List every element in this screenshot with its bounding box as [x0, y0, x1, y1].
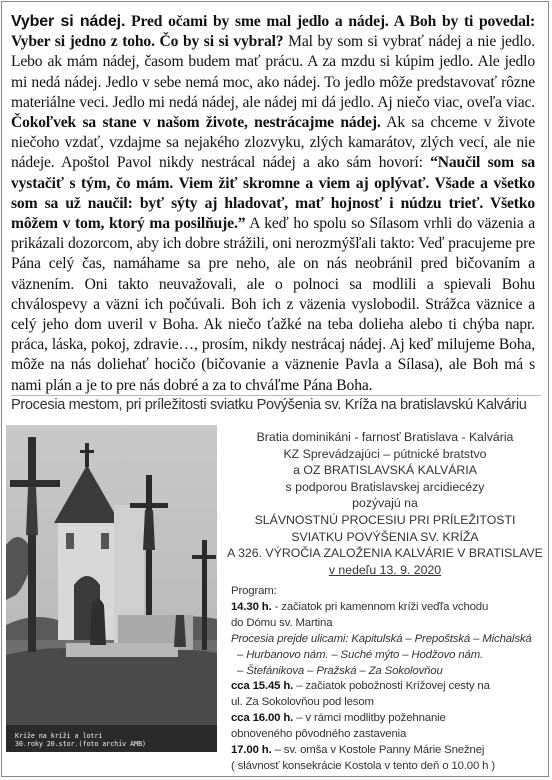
procession-caption: Procesia mestom, pri príležitosti sviatku Povýšenia sv. Kríža na bratislavskú Kalváriu	[11, 395, 541, 419]
program-text-2-cont: ul. Za Sokolovňou pod lesom	[231, 696, 374, 709]
route-line-3	[231, 664, 547, 680]
program-time-3: cca 16.00 h.	[231, 712, 294, 725]
program-item-4	[231, 743, 547, 759]
article-thesis-bold: Čokoľvek sa stane v našom živote, nestrácajme nádej.	[11, 114, 381, 132]
program-title: Program:	[231, 585, 277, 597]
invite-line-5: pozývajú na	[352, 496, 418, 511]
program-text-3-cont: obnoveného pôvodného zastavenia	[231, 728, 407, 741]
article-intro-bold: Pred očami by sme mal jedlo a nádej. A Boh by ti povedal: Vyber si jedno z toho. Čo by si si vybral?	[11, 13, 535, 51]
route-line-2-text: – Hurbanovo nám. – Suché mýto – Hodžovo nám.	[237, 648, 484, 661]
program-time-4: 17.00 h.	[231, 744, 272, 757]
program-text-2: – začiatok pobožnosti Krížovej cesty na	[296, 680, 490, 693]
article-paragraph-3: A keď ho spolu so Sílasom vrhli do väzenia a prikázali dozorcom, aby ich dobre strážili, oni nerozmýšľali takto: Veď pracujeme pre Pána celý čas, namáhame sa pre neho, ale on nás neobránil pred bičovaním a väznením. Oni takto neuvažovali, ale o polnoci sa modlili a spievali Bohu chválospevy a väzni ich počúvali. Boh ich z väzenia vyslobodil. Strážca väznice a celý jeho dom uveril v Boha. Ak niečo ťažké na teba dolieha alebo ti chýba napr. práca, láska, pokoj, zdravie…, prosím, nikdy nestrácaj nádej. Aj keď milujeme Boha, môže na nás doliehať hocičo (bičovanie a väznenie Pavla a Sílasa), ale Boh má s nami plán a je to pre nás dobré a za to chváľme Pána Boha.	[11, 215, 535, 394]
invite-line-4: s podporou Bratislavskej arcidiecézy	[285, 479, 485, 494]
program-block	[231, 584, 547, 775]
invitation-block	[223, 429, 547, 578]
article-paragraph-1: Mal by som si vybrať nádej a nie jedlo. Lebo ak mám nádej, časom budem mať prácu. A za mzdu si kúpim jedlo. Ale jedlo mi nedá nádej. Jedlo v sebe nemá moc, ako nádej. To jedlo môže predstavovať rôzne materiálne veci. Jedlo mi nedá nádej, ale nádej mi dá jedlo. Aj niečo viac, oveľa viac.	[11, 33, 535, 111]
program-text-1-cont: do Dómu sv. Martina	[231, 616, 333, 629]
route-line-2	[231, 648, 547, 664]
photo-caption-line-1: Kríže na kríži a lotri	[15, 732, 103, 740]
article-paragraph-2: Ak sa chceme v živote niečoho vzdať, vzdajme sa nejakého zlozvyku, zlých kamarátov, zlých vecí, ale nie nádeje. Apoštol Pavol nikdy nestrácal nádej a ako sám hovorí:	[11, 114, 535, 172]
article-quote: “Naučil som sa vystačiť s tým, čo mám. Viem žiť skromne a viem aj oplývať. Všade a všetko som sa už naučil: byť sýty aj hladovať, mať hojnosť i núdzu trieť. Všetko môžem v tom, ktorý ma posilňuje.”	[11, 154, 535, 233]
calvary-photo-drawing	[6, 425, 217, 752]
route-line-3-text: – Štefánikova – Pražská – Za Sokolovňou	[237, 664, 443, 677]
program-text-4: – sv. omša v Kostole Panny Márie Snežnej	[274, 744, 485, 757]
program-text-4-cont: ( slávnosť konsekrácie Kostola v tento deň o 10.00 h )	[231, 759, 496, 772]
program-time-2: cca 15.45 h.	[231, 680, 294, 693]
photo-caption-line-2: 30.roky 20.stor.(foto archív AMB)	[15, 740, 147, 748]
calvary-photo	[6, 425, 217, 752]
article-heading: Vyber si nádej.	[11, 13, 126, 30]
invite-line-8: A 326. VÝROČIA ZALOŽENIA KALVÁRIE V BRATISLAVE	[227, 546, 543, 561]
program-item-1	[231, 600, 547, 616]
invite-line-2: KZ Sprevádzajúci – pútnické bratstvo	[283, 446, 487, 461]
program-text-1: - začiatok pri kamennom kríži veďľa vchodu	[274, 600, 489, 613]
invite-line-6: SLÁVNOSTNÚ PROCESIU PRI PRÍLEŽITOSTI	[254, 512, 516, 527]
program-text-3: – v rámci modlitby požehnanie	[296, 712, 446, 725]
route-line-1-text: Procesia prejde ulicami: Kapitulská – Prepoštská – Michalská	[231, 632, 532, 645]
route-line-1	[231, 632, 547, 648]
article	[11, 12, 535, 396]
program-time-1: 14.30 h.	[231, 600, 272, 613]
photo-caption	[15, 732, 146, 748]
invite-line-3: a OZ BRATISLAVSKÁ KALVÁRIA	[293, 463, 477, 478]
invite-date: v nedeľu 13. 9. 2020	[328, 562, 442, 577]
invite-line-7: SVIATKU POVÝŠENIA SV. KRÍŽA	[291, 529, 479, 544]
program-item-3	[231, 711, 547, 727]
invite-line-1: Bratia dominikáni - farnosť Bratislava - Kalvária	[256, 430, 514, 444]
program-item-2	[231, 679, 547, 695]
